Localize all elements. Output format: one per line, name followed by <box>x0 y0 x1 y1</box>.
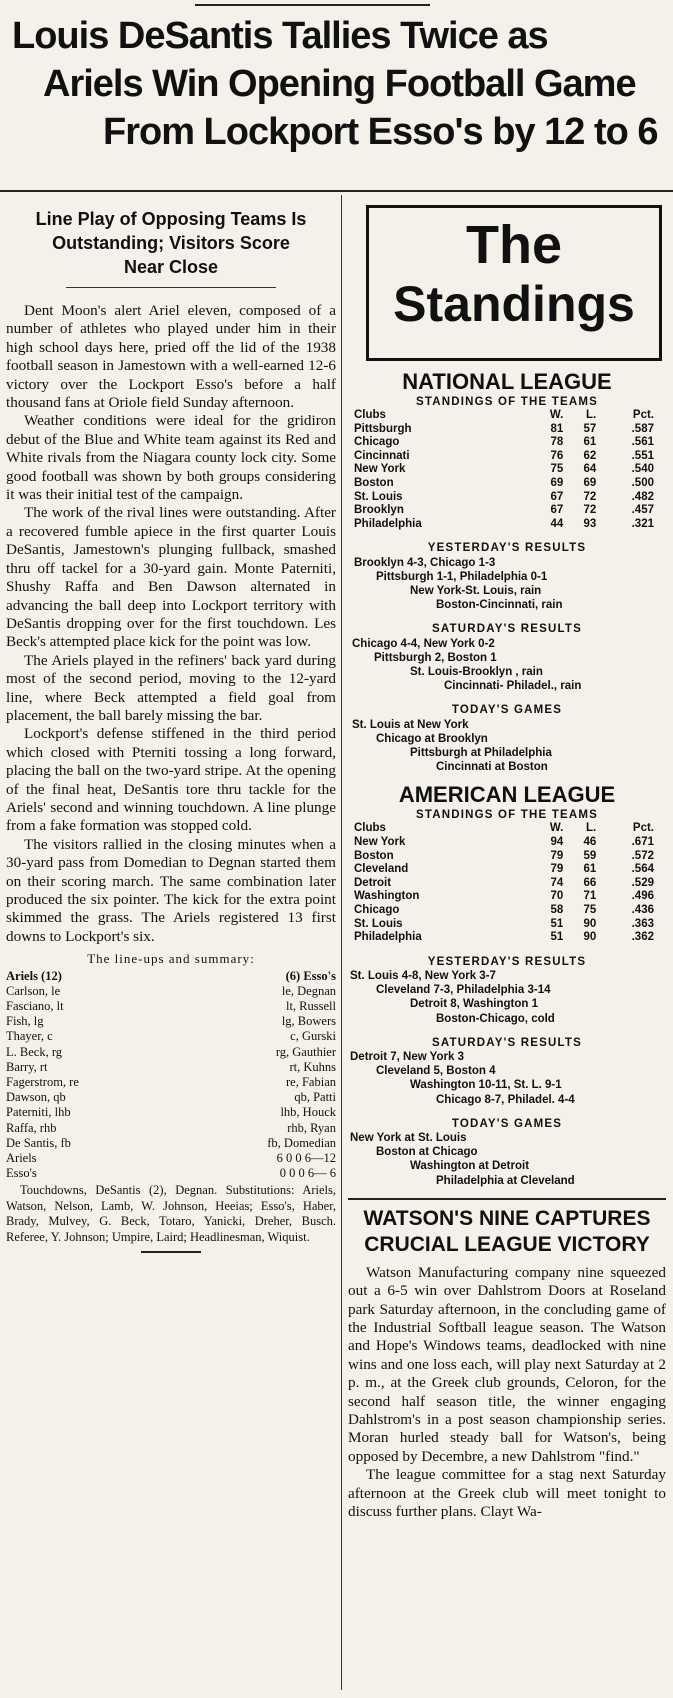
results-title: SATURDAY'S RESULTS <box>432 623 582 636</box>
american-standings-subtitle: STANDINGS OF THE TEAMS <box>415 809 599 822</box>
game-line: Philadelphia at Cleveland <box>436 1174 575 1187</box>
score-team: Ariels <box>6 1151 37 1166</box>
score-row <box>6 1166 336 1181</box>
lineup-away-player: lhb, Houck <box>280 1105 336 1120</box>
american-league-title: AMERICAN LEAGUE <box>398 782 616 808</box>
club-name: Detroit <box>354 876 392 889</box>
club-pct: .572 <box>631 849 654 862</box>
standings-row <box>354 463 654 477</box>
lineup-row <box>6 1045 336 1060</box>
score-team: Esso's <box>6 1166 37 1181</box>
club-pct: .363 <box>631 917 654 930</box>
col-clubs: Clubs <box>354 822 386 835</box>
club-losses: 75 <box>583 903 597 916</box>
club-name: Washington <box>354 890 420 903</box>
club-losses: 72 <box>583 504 597 517</box>
col-pct: Pct. <box>632 409 654 421</box>
result-line: Chicago 4-4, New York 0-2 <box>352 637 495 650</box>
watson-headline-line: CRUCIAL LEAGUE VICTORY <box>364 1232 650 1256</box>
lineup-away-player: lt, Russell <box>285 999 336 1014</box>
club-losses: 90 <box>583 931 597 944</box>
score-row <box>6 1151 336 1166</box>
club-wins: 81 <box>550 422 564 435</box>
club-name: Chicago <box>354 436 400 449</box>
national-standings-subtitle: STANDINGS OF THE TEAMS <box>415 396 599 408</box>
lineup-away-player: rg, Gauthier <box>275 1044 336 1059</box>
story-subhead <box>6 207 336 279</box>
subhead-line: Line Play of Opposing Teams Is <box>35 209 307 229</box>
end-mark <box>141 1251 201 1253</box>
club-name: Brooklyn <box>354 504 404 517</box>
results-title: SATURDAY'S RESULTS <box>432 1036 582 1049</box>
column-rule <box>341 195 342 1690</box>
headline-line-2: Ariels Win Opening Football Game <box>43 63 636 105</box>
club-wins: 51 <box>550 917 564 930</box>
club-wins: 78 <box>550 436 564 449</box>
result-line: Detroit 8, Washington 1 <box>410 998 538 1011</box>
result-line: Boston-Chicago, cold <box>436 1012 555 1025</box>
club-losses: 46 <box>583 835 597 848</box>
subhead-line: Outstanding; Visitors Score <box>52 233 290 253</box>
game-line: New York at St. Louis <box>350 1131 467 1144</box>
story-paragraph: Weather conditions were ideal for the gridiron debut of the Blue and White team against its Red and White rivals from the Niagara county lock city. Some good football was shown by both groups considering it was their initial test of the campaign. <box>6 412 336 504</box>
club-name: New York <box>354 463 406 476</box>
col-pct: Pct. <box>632 822 654 835</box>
lineup-row <box>6 984 336 999</box>
lineup-row <box>6 1121 336 1136</box>
lineup-home-player: Barry, rt <box>6 1059 48 1074</box>
club-name: Philadelphia <box>354 931 422 944</box>
col-losses: L. <box>586 409 597 421</box>
main-headline <box>8 12 668 156</box>
results-title: YESTERDAY'S RESULTS <box>427 955 587 968</box>
standings-column <box>348 205 666 1521</box>
standings-title-box <box>366 205 662 361</box>
club-wins: 67 <box>550 504 564 517</box>
lineup-row <box>6 999 336 1014</box>
club-wins: 79 <box>550 849 564 862</box>
lineup-away-team: (6) Esso's <box>285 968 336 983</box>
game-line: Cincinnati at Boston <box>436 761 548 774</box>
headline-rule <box>0 190 673 192</box>
result-line: Washington 10-11, St. L. 9-1 <box>410 1079 562 1092</box>
club-wins: 76 <box>550 449 564 462</box>
lineup-row <box>6 1014 336 1029</box>
american-saturday-results <box>348 1036 666 1107</box>
lineup-away-player: lg, Bowers <box>281 1014 336 1029</box>
club-losses: 71 <box>583 890 597 903</box>
club-losses: 69 <box>583 476 597 489</box>
lineup-away-player: le, Degnan <box>281 983 336 998</box>
game-line: Boston at Chicago <box>376 1146 478 1159</box>
lineup-header-row <box>6 969 336 984</box>
lineup-home-player: Thayer, c <box>6 1029 53 1044</box>
club-pct: .457 <box>631 504 654 517</box>
club-wins: 51 <box>550 931 564 944</box>
standings-title-standings: Standings <box>393 276 635 332</box>
game-line: Chicago at Brooklyn <box>376 732 488 745</box>
watson-headline <box>348 1206 666 1258</box>
lineup-home-player: Fagerstrom, re <box>6 1075 79 1090</box>
top-rule <box>195 4 430 6</box>
club-losses: 64 <box>583 463 597 476</box>
club-wins: 79 <box>550 863 564 876</box>
result-line: Cleveland 7-3, Philadelphia 3-14 <box>376 984 551 997</box>
watson-paragraph: Watson Manufacturing company nine squeezed out a 6-5 win over Dahlstrom Doors at Roseland park Saturday afternoon, in the concluding game of the Industrial Softball league season. The Watson and Hope's Windows teams, deadlocked with nine wins and one loss each, will play next Saturday at 2 p. m., at the Greek club grounds, Celoron, for the second half season title, the winner engaging Dahlstrom's in a post season championship series. Moran hurled steady ball for Watson's, being opposed by Decembre, a new Dahlstrom "find." <box>348 1263 666 1465</box>
club-pct: .321 <box>631 517 654 530</box>
club-pct: .671 <box>631 835 654 848</box>
national-saturday-results <box>348 622 666 693</box>
club-wins: 70 <box>550 890 564 903</box>
lineup-row <box>6 1029 336 1044</box>
club-name: New York <box>354 835 406 848</box>
standings-row <box>354 491 654 505</box>
american-yesterday-results <box>348 955 666 1026</box>
score-by-quarter: 0 0 0 6— 6 <box>279 1166 336 1181</box>
club-wins: 69 <box>550 476 564 489</box>
football-story <box>6 205 336 1253</box>
game-line: Washington at Detroit <box>410 1160 530 1173</box>
club-pct: .540 <box>631 463 654 476</box>
score-by-quarter: 6 0 0 6—12 <box>276 1151 336 1166</box>
lineup-away-player: qb, Patti <box>294 1090 336 1105</box>
club-pct: .482 <box>631 490 654 503</box>
club-wins: 44 <box>550 517 564 530</box>
section-rule <box>348 1198 666 1200</box>
club-losses: 90 <box>583 917 597 930</box>
club-losses: 61 <box>583 436 597 449</box>
club-wins: 75 <box>550 463 564 476</box>
lineup-title: The line-ups and summary: <box>87 951 255 967</box>
lineup-home-player: Raffa, rhb <box>6 1120 57 1135</box>
game-line: St. Louis at New York <box>352 718 469 731</box>
standings-row <box>354 477 654 491</box>
standings-row <box>354 890 654 904</box>
club-losses: 61 <box>583 863 597 876</box>
national-yesterday-results <box>348 541 666 612</box>
lineup-away-player: rt, Kuhns <box>289 1059 336 1074</box>
result-line: St. Louis-Brooklyn , rain <box>410 665 543 678</box>
subhead-line: Near Close <box>123 257 219 277</box>
result-line: St. Louis 4-8, New York 3-7 <box>350 969 496 982</box>
lineup-home-player: Fish, lg <box>6 1014 44 1029</box>
standings-row <box>354 877 654 891</box>
club-pct: .587 <box>631 422 654 435</box>
story-paragraph: Dent Moon's alert Ariel eleven, composed of a number of athletes who played under him in their high school days here, pried off the lid of the 1938 football season in Jamestown with a well-earned 12-6 victory over the Lockport Esso's before a half thousand fans at Oriole field Sunday afternoon. <box>6 302 336 412</box>
club-pct: .436 <box>631 903 654 916</box>
result-line: Pittsburgh 2, Boston 1 <box>374 651 497 664</box>
club-pct: .362 <box>631 931 654 944</box>
standings-row <box>354 904 654 918</box>
result-line: New York-St. Louis, rain <box>410 584 542 597</box>
standings-row <box>354 450 654 464</box>
club-pct: .529 <box>631 876 654 889</box>
subhead-rule <box>66 287 276 288</box>
club-pct: .561 <box>631 436 654 449</box>
headline-line-3: From Lockport Esso's by 12 to 6 <box>103 111 658 153</box>
lineup-row <box>6 1136 336 1151</box>
col-losses: L. <box>586 822 597 835</box>
lineup-away-player: re, Fabian <box>286 1075 336 1090</box>
standings-title-the: The <box>465 215 562 275</box>
result-line: Cincinnati- Philadel., rain <box>444 680 582 693</box>
club-name: Cleveland <box>354 863 409 876</box>
club-name: St. Louis <box>354 490 403 503</box>
lineup-row <box>6 1090 336 1105</box>
standings-row <box>354 836 654 850</box>
lineup-home-player: Paterniti, lhb <box>6 1105 71 1120</box>
lineup-away-player: rhb, Ryan <box>287 1120 336 1135</box>
club-pct: .564 <box>631 863 654 876</box>
result-line: Brooklyn 4-3, Chicago 1-3 <box>354 556 496 569</box>
watson-story <box>348 1264 666 1522</box>
story-paragraph: The Ariels played in the refiners' back yard during most of the second period, moving to the 12-yard line, where Beck attempted a field goal from placement, the ball barely missing the bar. <box>6 651 336 724</box>
club-losses: 72 <box>583 490 597 503</box>
club-losses: 66 <box>583 876 597 889</box>
lineup-away-player: c, Gurski <box>290 1029 336 1044</box>
lineup-home-player: Fasciano, lt <box>6 999 64 1014</box>
col-wins: W. <box>549 822 564 835</box>
standings-row <box>354 863 654 877</box>
result-line: Detroit 7, New York 3 <box>350 1050 464 1063</box>
games-title: TODAY'S GAMES <box>451 704 563 717</box>
club-pct: .500 <box>631 476 654 489</box>
lineup-home-player: Dawson, qb <box>6 1090 66 1105</box>
results-title: YESTERDAY'S RESULTS <box>427 542 587 555</box>
club-name: Cincinnati <box>354 449 410 462</box>
national-league-title: NATIONAL LEAGUE <box>402 369 612 394</box>
lineup-home-player: De Santis, fb <box>6 1135 71 1150</box>
standings-row <box>354 931 654 945</box>
game-line: Pittsburgh at Philadelphia <box>410 746 552 759</box>
national-today-games <box>348 703 666 774</box>
club-pct: .496 <box>631 890 654 903</box>
lineup-home-player: Carlson, le <box>6 983 61 998</box>
lineup-row <box>6 1075 336 1090</box>
american-standings-table <box>354 822 654 944</box>
story-paragraph: The visitors rallied in the closing minutes when a 30-yard pass from Domedian to Degnan started them on their scoring march. The same combination later produced the six pointer. The kick for the extra point skimmed the grass. The Ariels registered 13 first downs to Lockport's six. <box>6 835 336 945</box>
result-line: Cleveland 5, Boston 4 <box>376 1065 496 1078</box>
club-name: Pittsburgh <box>354 422 412 435</box>
standings-row <box>354 423 654 437</box>
result-line: Chicago 8-7, Philadel. 4-4 <box>436 1093 575 1106</box>
col-clubs: Clubs <box>354 409 386 421</box>
club-losses: 57 <box>583 422 597 435</box>
club-wins: 74 <box>550 876 564 889</box>
col-wins: W. <box>549 409 564 421</box>
lineup-table <box>6 969 336 1182</box>
story-paragraph: The work of the rival lines were outstanding. After a recovered fumble apiece in the first quarter Louis DeSantis, Jamestown's plunging fullback, smashed thru off tackel for a 30-yard gain. Monte Paterniti, Shushy Raffa and Ben Dawson alternated in advancing the ball deep into Lockport territory with DeSantis dropping over for the first touchdown. Les Beck's attempted place kick for the point was low. <box>6 504 336 651</box>
watson-headline-line: WATSON'S NINE CAPTURES <box>363 1206 651 1230</box>
lineup-home-player: L. Beck, rg <box>6 1044 63 1059</box>
game-summary: Touchdowns, DeSantis (2), Degnan. Substitutions: Ariels, Watson, Nelson, Lamb, W. Johnson, Heeias; Esso's, Haber, Brady, Mulvey, G. Beck, Totaro, Yanicki, Dreher, Busch. Referee, Y. Johnson; Umpire, Laird; Headlinesman, Wiquist. <box>6 1183 336 1244</box>
club-name: Boston <box>354 849 394 862</box>
lineup-row <box>6 1105 336 1120</box>
standings-row <box>354 436 654 450</box>
club-wins: 67 <box>550 490 564 503</box>
club-name: Boston <box>354 476 394 489</box>
result-line: Boston-Cincinnati, rain <box>436 599 563 612</box>
club-losses: 93 <box>583 517 597 530</box>
story-paragraph: Lockport's defense stiffened in the third period which closed with Pterniti tossing a long forward, placing the ball on the two-yard stripe. At the opening of the final heat, DeSantis tore thru tackle for the Ariels' second and winning touchdown. A line plunge from a fake formation was stopped cold. <box>6 725 336 835</box>
standings-row <box>354 850 654 864</box>
standings-row <box>354 518 654 532</box>
lineup-home-team: Ariels (12) <box>6 968 62 983</box>
american-today-games <box>348 1117 666 1188</box>
club-wins: 58 <box>550 903 564 916</box>
club-pct: .551 <box>631 449 654 462</box>
watson-paragraph: The league committee for a stag next Saturday afternoon at the Greek club will meet tonight to discuss further plans. Clayt Wa- <box>348 1466 666 1521</box>
club-losses: 62 <box>583 449 597 462</box>
standings-row <box>354 918 654 932</box>
club-name: St. Louis <box>354 917 403 930</box>
national-standings-table <box>354 409 654 531</box>
standings-row <box>354 504 654 518</box>
club-wins: 94 <box>550 835 564 848</box>
lineup-away-player: fb, Domedian <box>267 1135 336 1150</box>
standings-header-row <box>354 409 654 423</box>
lineup-row <box>6 1060 336 1075</box>
standings-header-row <box>354 822 654 836</box>
result-line: Pittsburgh 1-1, Philadelphia 0-1 <box>376 570 548 583</box>
headline-line-1: Louis DeSantis Tallies Twice as <box>12 15 548 57</box>
club-name: Chicago <box>354 903 400 916</box>
club-name: Philadelphia <box>354 517 422 530</box>
club-losses: 59 <box>583 849 597 862</box>
games-title: TODAY'S GAMES <box>451 1117 563 1130</box>
